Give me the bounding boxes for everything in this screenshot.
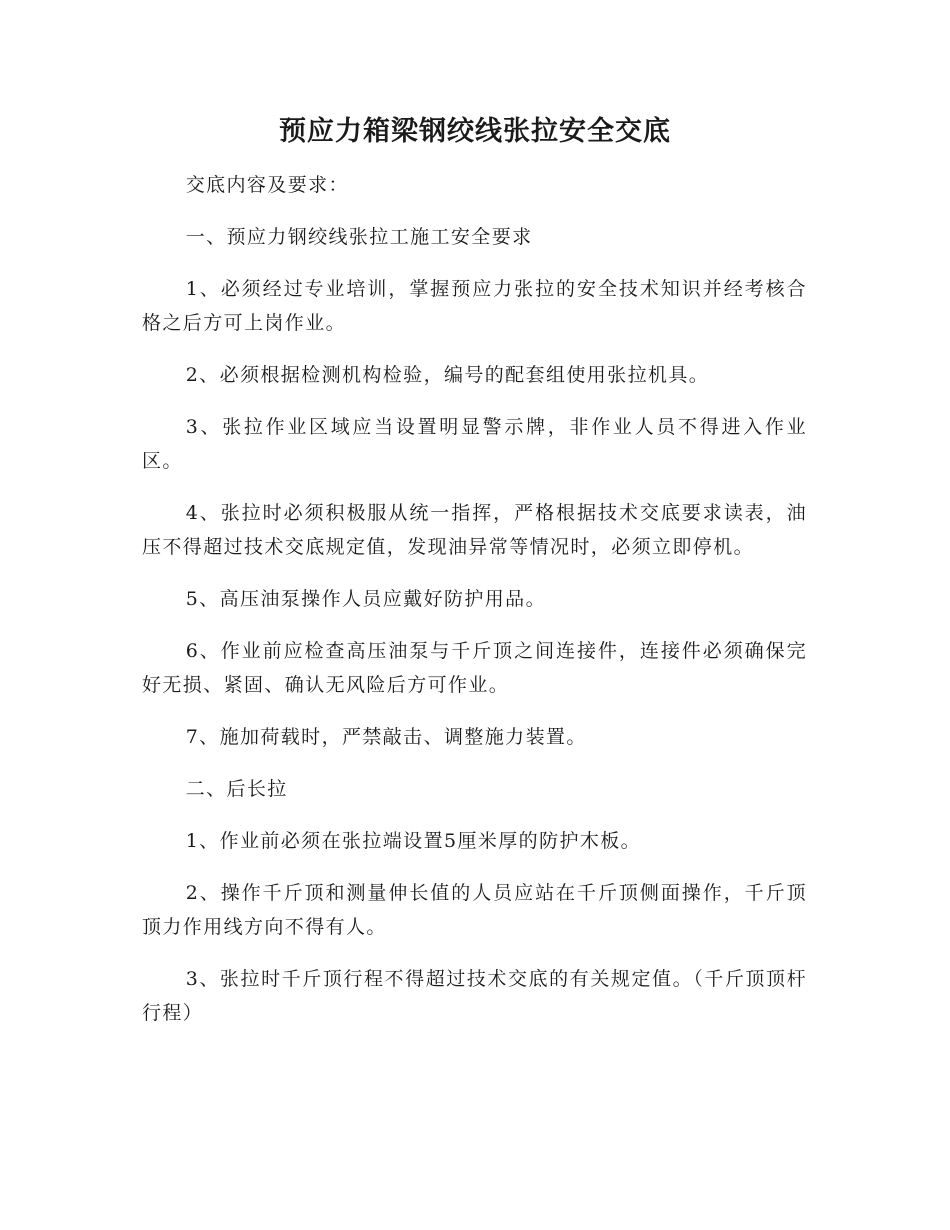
paragraph-item-2-3: 3、张拉时千斤顶行程不得超过技术交底的有关规定值。（千斤顶顶杆行程） (142, 968, 807, 1024)
section-heading-2: 二、后长拉 (185, 778, 288, 800)
paragraph-item-2-2: 2、操作千斤顶和测量伸长值的人员应站在千斤顶侧面操作，千斤顶顶力作用线方向不得有人。 (142, 882, 807, 938)
paragraph-item-2-1: 1、作业前必须在张拉端设置5厘米厚的防护木板。 (185, 830, 642, 852)
paragraph-item-1-4: 4、张拉时必须积极服从统一指挥，严格根据技术交底要求读表，油压不得超过技术交底规定值，发现油异常等情况时，必须立即停机。 (142, 502, 807, 558)
section-heading-1: 一、预应力钢绞线张拉工施工安全要求 (185, 226, 533, 248)
paragraph-item-1-5: 5、高压油泵操作人员应戴好防护用品。 (185, 588, 546, 610)
paragraph-item-1-2: 2、必须根据检测机构检验，编号的配套组使用张拉机具。 (185, 364, 710, 386)
paragraph-item-1-1: 1、必须经过专业培训，掌握预应力张拉的安全技术知识并经考核合格之后方可上岗作业。 (142, 278, 807, 334)
document-title: 预应力箱梁钢绞线张拉安全交底 (279, 116, 671, 147)
document-body (142, 168, 807, 1030)
paragraph-intro: 交底内容及要求： (185, 174, 349, 196)
paragraph-item-1-6: 6、作业前应检查高压油泵与千斤顶之间连接件，连接件必须确保完好无损、紧固、确认无风险后方可作业。 (142, 640, 807, 696)
paragraph-item-1-3: 3、张拉作业区域应当设置明显警示牌，非作业人员不得进入作业区。 (142, 416, 807, 472)
paragraph-item-1-7: 7、施加荷载时，严禁敲击、调整施力装置。 (185, 726, 587, 748)
